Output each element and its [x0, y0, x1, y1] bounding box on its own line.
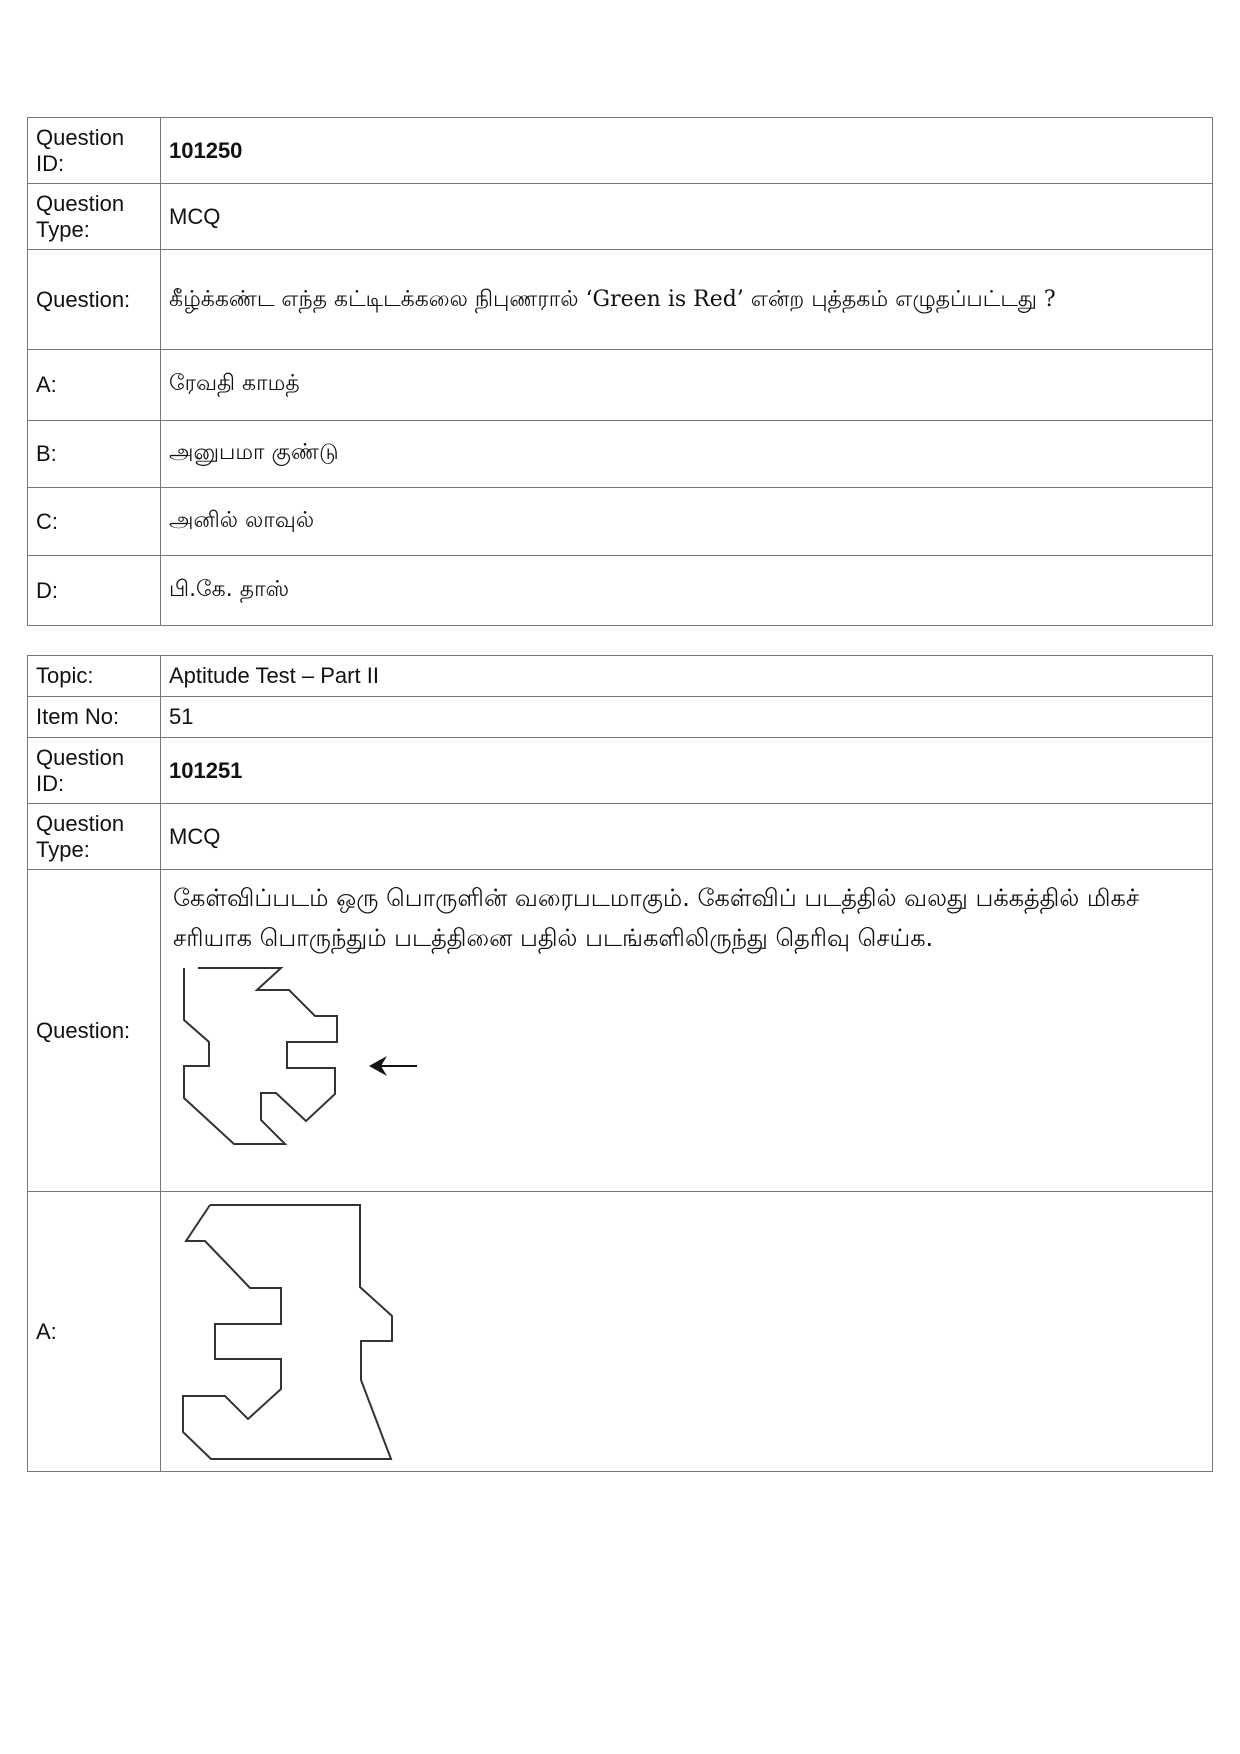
- question-table-2: [27, 655, 1213, 1472]
- question-type-label: Question Type:: [28, 804, 161, 870]
- option-c-text: அனில் லாவுல்: [161, 488, 1213, 556]
- question-id-value: 101250: [161, 118, 1213, 184]
- option-a-figure-outline: [183, 1205, 392, 1459]
- question-label: Question:: [28, 870, 161, 1192]
- option-a-label: A:: [28, 350, 161, 421]
- question-id-label: Question ID:: [28, 118, 161, 184]
- question-type-value: MCQ: [161, 184, 1213, 250]
- option-a-figure: [169, 1201, 409, 1463]
- item-no-label: Item No:: [28, 697, 161, 738]
- option-a-text: ரேவதி காமத்: [161, 350, 1213, 421]
- topic-label: Topic:: [28, 656, 161, 697]
- topic-value: Aptitude Test – Part II: [161, 656, 1213, 697]
- item-no-value: 51: [161, 697, 1213, 738]
- option-c-label: C:: [28, 488, 161, 556]
- question-cell: [161, 870, 1213, 1192]
- option-d-text: பி.கே. தாஸ்: [161, 556, 1213, 626]
- question-type-value: MCQ: [161, 804, 1213, 870]
- option-b-label: B:: [28, 421, 161, 488]
- question-id-value: 101251: [161, 738, 1213, 804]
- question-table-1: [27, 117, 1213, 626]
- question-id-label: Question ID:: [28, 738, 161, 804]
- question-text: கீழ்க்கண்ட எந்த கட்டிடக்கலை நிபுணரால் ‘Green is Red’ என்ற புத்தகம் எழுதப்பட்டது ?: [161, 250, 1213, 350]
- option-d-label: D:: [28, 556, 161, 626]
- question-figure-outline: [184, 968, 337, 1144]
- option-b-text: அனுபமா குண்டு: [161, 421, 1213, 488]
- question-text: கேள்விப்படம் ஒரு பொருளின் வரைபடமாகும். கேள்விப் படத்தில் வலது பக்கத்தில் மிகச் சரியாக பொருந்தும் படத்தினை பதில் படங்களிலிருந்து தெரிவு செய்க.: [173, 884, 1140, 952]
- option-a-label: A:: [28, 1192, 161, 1472]
- question-label: Question:: [28, 250, 161, 350]
- question-type-label: Question Type:: [28, 184, 161, 250]
- question-figure: [169, 964, 469, 1176]
- option-a-cell: [161, 1192, 1213, 1472]
